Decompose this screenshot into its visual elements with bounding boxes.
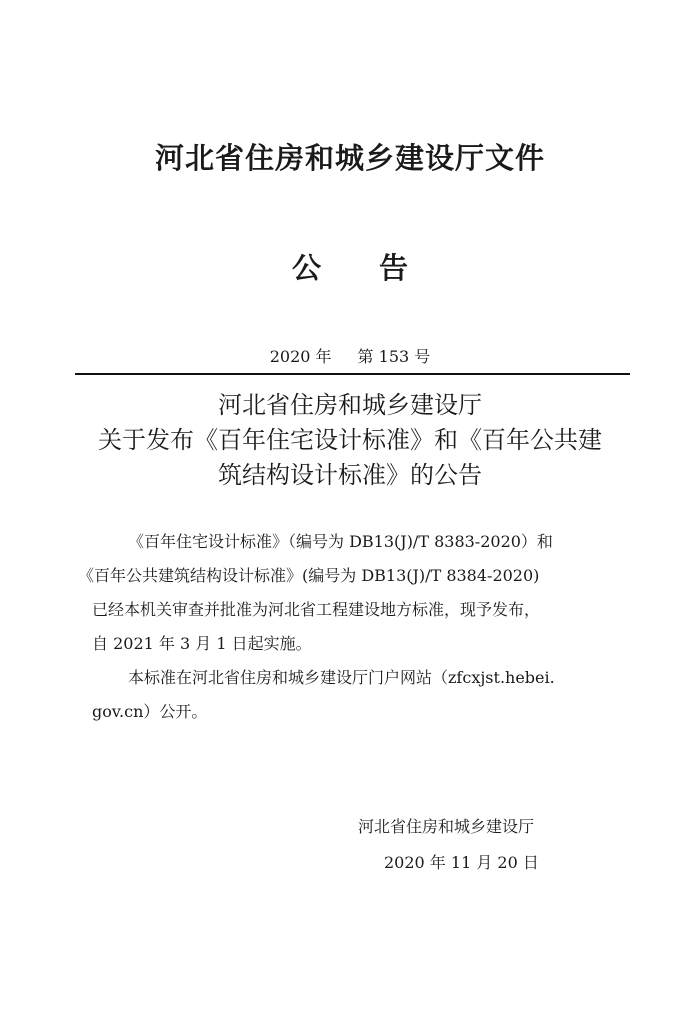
signature-organization: 河北省住房和城乡建设厅 — [358, 817, 535, 836]
body-line: 《百年公共建筑结构设计标准》(编号为 DB13(J)/T 8384-2020) — [78, 566, 540, 585]
body-line: gov.cn）公开。 — [92, 702, 208, 721]
document-number — [0, 344, 700, 367]
notice-heading-char-1: 公 — [291, 251, 321, 285]
notice-heading-char-2: 告 — [379, 251, 409, 285]
document-header-title: 河北省住房和城乡建设厅文件 — [154, 141, 545, 175]
notice-subject — [80, 388, 620, 493]
subject-line-1: 河北省住房和城乡建设厅 — [218, 391, 482, 419]
body-paragraph-2 — [92, 661, 614, 729]
document-serial-number: 第 153 号 — [357, 347, 431, 366]
notice-body — [78, 525, 614, 729]
subject-line-2: 关于发布《百年住宅设计标准》和《百年公共建 — [98, 426, 602, 454]
body-line: 已经本机关审查并批准为河北省工程建设地方标准，现予发布， — [92, 600, 541, 619]
body-line: 本标准在河北省住房和城乡建设厅门户网站（zfcxjst.hebei. — [128, 668, 555, 687]
body-line: 自 2021 年 3 月 1 日起实施。 — [92, 634, 312, 653]
signature-date: 2020 年 11 月 20 日 — [384, 853, 539, 872]
header-divider — [75, 373, 630, 375]
subject-line-3: 筑结构设计标准》的公告 — [218, 461, 482, 489]
body-paragraph-1 — [78, 525, 614, 661]
document-year: 2020 年 — [269, 347, 332, 366]
notice-heading — [0, 246, 700, 287]
body-line: 《百年住宅设计标准》（编号为 DB13(J)/T 8383-2020）和 — [128, 532, 553, 551]
